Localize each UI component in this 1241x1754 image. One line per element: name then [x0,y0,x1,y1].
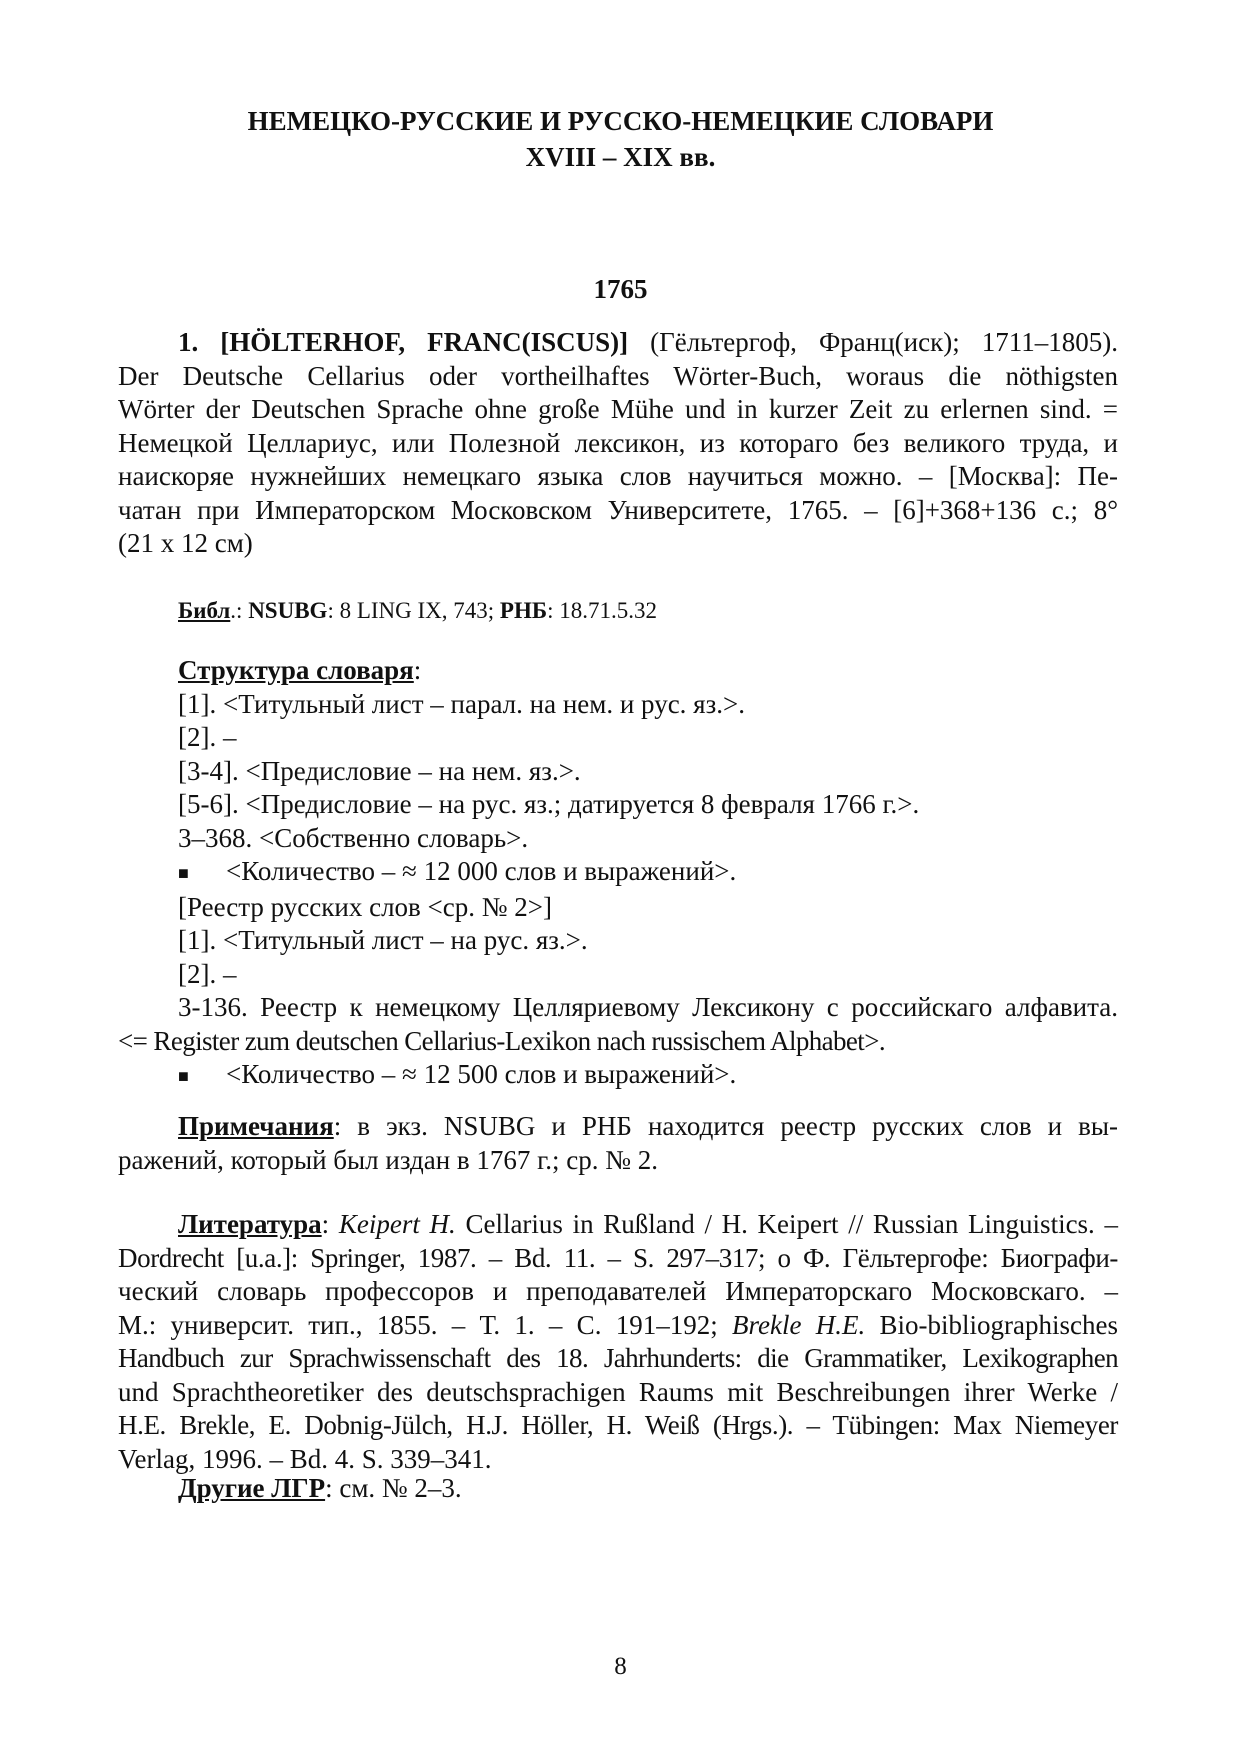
literature-author: Keipert H. [338,1209,456,1239]
literature-author: Brekle H.E. [732,1309,866,1340]
entry-line-4: наискоряе нужнейших немецкаго языка слов научиться можно. – [Москва]: Пе- [118,461,1118,491]
structure-bullet: ■ <Количество – ≈ 12 000 слов и выражений>. [118,855,1118,891]
literature-section [118,1208,1118,1476]
structure-item: [Реестр русских слов <ср. № 2>] [178,891,552,922]
notes-section [118,1110,1118,1177]
literature-line8: Verlag, 1996. – Bd. 4. S. 339–341. [118,1443,492,1474]
bibl-library-nsubg: NSUBG [248,598,328,623]
structure-item: [5-6]. <Предисловие – на рус. яз.; датируется 8 февраля 1766 г.>. [178,789,920,819]
other-line: Другие ЛГР: см. № 2–3. [178,1473,462,1503]
bibl-library-rnb: РНБ [499,598,548,623]
other-section [118,1472,1118,1506]
literature-line7: H.E. Brekle, E. Dobnig-Jülch, H.J. Höller, H. Weiß (Hrgs.). – Tübingen: Max Niemeyer [118,1410,1118,1440]
entry-line-5: чатан при Императорском Московском Университете, 1765. – [6]+368+136 с.; 8° [118,494,1118,525]
entry-line-3: Немецкой Целлариус, или Полезной лексикон, из котораго без великого труда, и [118,427,1118,458]
structure-section [118,654,1118,1094]
literature-line6: und Sprachtheoretiker des deutschsprachigen Raums mit Beschreibungen ihrer Werke / [118,1376,1118,1407]
entry-line-0: 1. [HÖLTERHOF, FRANC(ISCUS)] (Гёльтергоф, Франц(иск); 1711–1805). [178,327,1118,357]
page-number: 8 [614,1653,627,1680]
structure-register-line1: 3-136. Реестр к немецкому Целляриевому Лексикону с российскаго алфавита. [178,992,1118,1023]
structure-item: [1]. <Титульный лист – на рус. яз.>. [178,925,588,956]
square-bullet-icon: ■ [178,1066,189,1087]
structure-item: [1]. <Титульный лист – парал. на нем. и рус. яз.>. [178,688,745,719]
structure-bullet: ■ <Количество – ≈ 12 500 слов и выражений>. [118,1058,1118,1094]
entry-line-6: (21 x 12 см) [118,528,253,558]
literature-line1: Литература: Keipert H. Cellarius in Rußland / H. Keipert // Russian Linguistics. – [178,1209,1118,1239]
literature-line2: Dordrecht [u.a.]: Springer, 1987. – Bd. 11. – S. 297–317; о Ф. Гёльтергофе: Биографи- [118,1242,1118,1273]
entry-line-1: Der Deutsche Cellarius oder vortheilhaftes Wörter-Buch, woraus die nöthigsten [118,360,1118,391]
structure-item: [2]. – [178,958,237,989]
section-year: 1765 [593,274,648,304]
structure-item: [2]. – [178,722,237,752]
square-bullet-icon: ■ [178,863,189,884]
structure-heading: Структура словаря: [178,655,422,685]
structure-item: [3-4]. <Предисловие – на нем. яз.>. [178,755,581,786]
entry-description [118,326,1118,561]
bibl-label: Библ [178,598,231,623]
bibliography-line: Библ.: NSUBG: 8 LING IX, 743; РНБ: 18.71.5.32 [178,598,657,623]
notes-line2: ражений, который был издан в 1767 г.; ср. № 2. [118,1144,658,1175]
literature-line4: М.: университ. тип., 1855. – Т. 1. – С. 191–192; Brekle H.E. Bio-bibliographisches [118,1309,1118,1340]
page-title-line2: XVIII – XIX вв. [525,142,716,172]
notes-line1: Примечания: в экз. NSUBG и РНБ находится реестр русских слов и вы- [178,1111,1118,1141]
literature-line5: Handbuch zur Sprachwissenschaft des 18. Jahrhunderts: die Grammatiker, Lexikographen [118,1343,1118,1373]
structure-register-line2: <= Register zum deutschen Cellarius-Lexikon nach russischem Alphabet>. [118,1025,885,1056]
page-title-line1: НЕМЕЦКО-РУССКИЕ И РУССКО-НЕМЕЦКИЕ СЛОВАРИ [247,106,994,136]
literature-line3: ческий словарь профессоров и преподавателей Императорскаго Московскаго. – [118,1276,1118,1306]
entry-heading: 1. [HÖLTERHOF, FRANC(ISCUS)] [178,327,629,357]
structure-item: 3–368. <Собственно словарь>. [178,822,529,853]
entry-line-2: Wörter der Deutschen Sprache ohne große Mühe und in kurzer Zeit zu erlernen sind. = [118,394,1118,424]
